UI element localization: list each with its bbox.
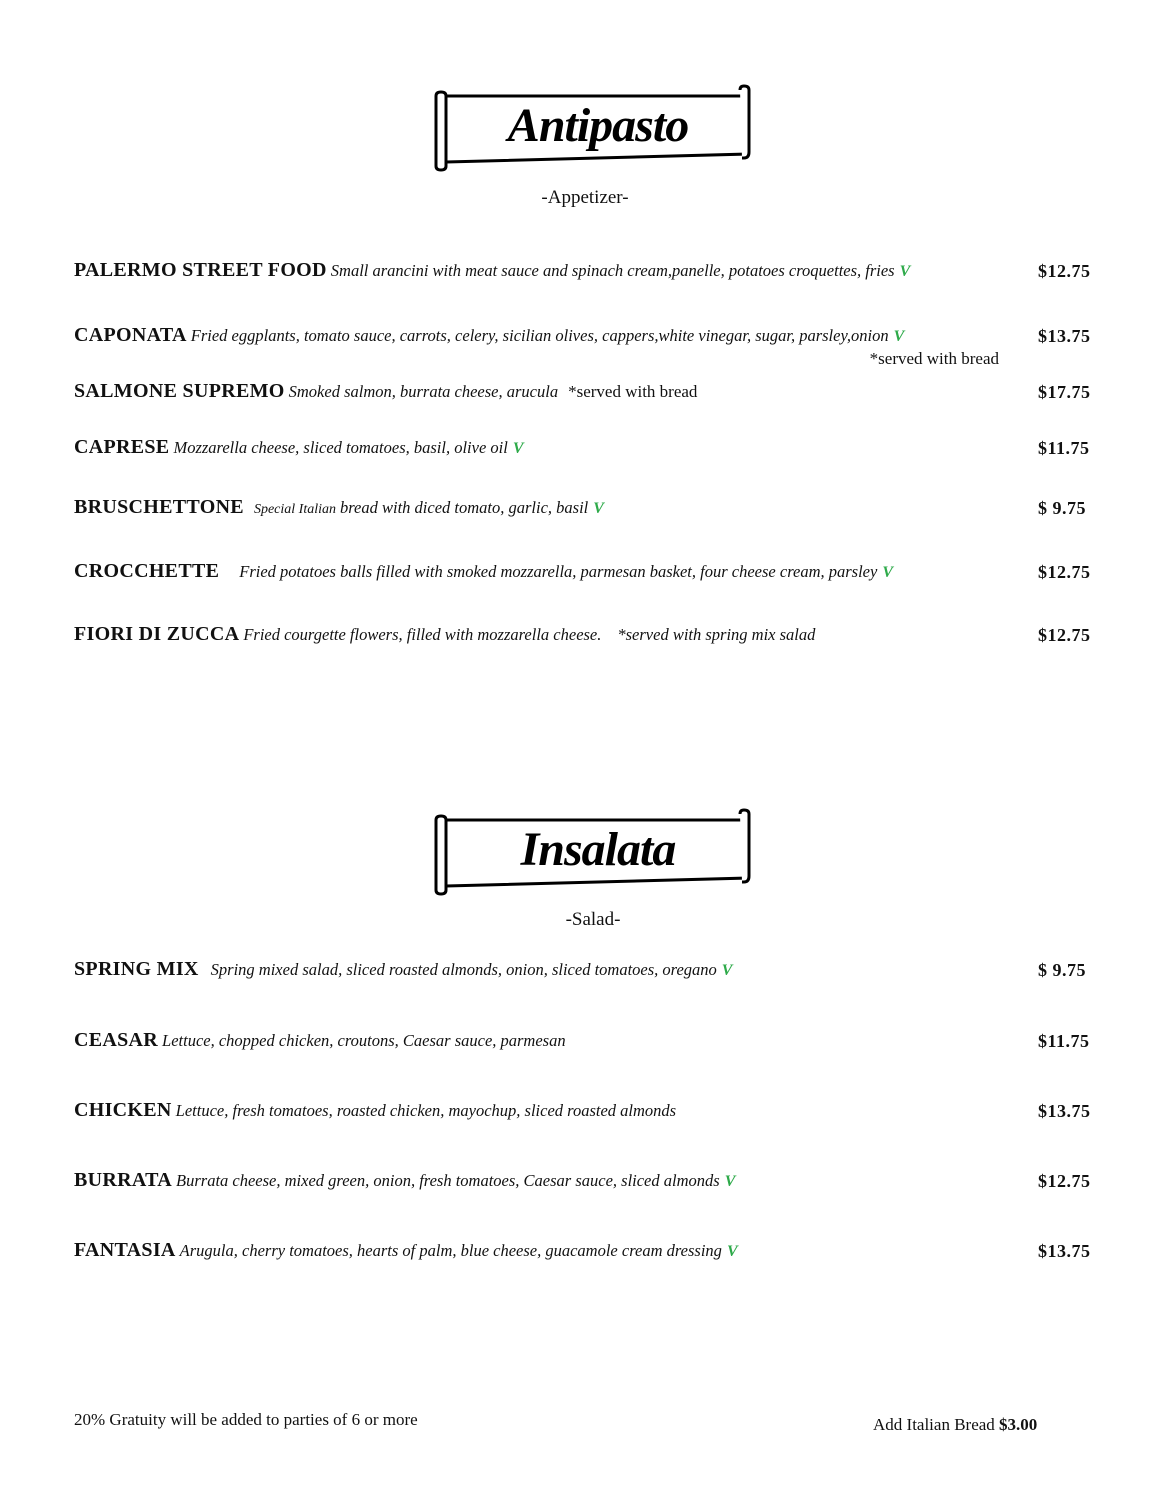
- menu-item: [74, 1099, 1104, 1129]
- item-description: Small arancini with meat sauce and spinach cream,panelle, potatoes croquettes, fries: [330, 261, 895, 280]
- menu-item: [74, 436, 1104, 466]
- item-price: $12.75: [1038, 625, 1091, 645]
- item-description: Fried potatoes balls filled with smoked mozzarella, parmesan basket, four cheese cream, parsley: [239, 562, 878, 581]
- item-price: $ 9.75: [1038, 498, 1086, 518]
- item-note: *served with spring mix salad: [617, 625, 816, 644]
- menu-item: [74, 958, 1104, 988]
- item-note: *served with bread: [568, 382, 698, 401]
- section-subtitle: -Appetizer-: [541, 187, 629, 208]
- item-price: $17.75: [1038, 382, 1091, 402]
- item-price: $13.75: [1038, 1241, 1091, 1261]
- item-price: $13.75: [1038, 326, 1091, 346]
- item-description: Burrata cheese, mixed green, onion, fresh tomatoes, Caesar sauce, sliced almonds: [176, 1171, 720, 1190]
- bread-addon-price: $3.00: [999, 1415, 1038, 1434]
- item-price: $11.75: [1038, 438, 1090, 458]
- item-name: BRUSCHETTONE: [74, 496, 244, 518]
- vegetarian-badge: V: [593, 500, 604, 517]
- item-name: CAPONATA: [74, 324, 187, 346]
- item-description: Lettuce, fresh tomatoes, roasted chicken, mayochup, sliced roasted almonds: [175, 1101, 677, 1120]
- item-description: Lettuce, chopped chicken, croutons, Caesar sauce, parmesan: [162, 1031, 566, 1050]
- item-name: CEASAR: [74, 1029, 159, 1051]
- section-subtitle: -Salad-: [565, 909, 621, 930]
- bread-addon: [873, 1415, 1037, 1435]
- item-price: $12.75: [1038, 562, 1091, 582]
- item-price: $12.75: [1038, 1171, 1091, 1191]
- item-description: Spring mixed salad, sliced roasted almonds, onion, sliced tomatoes, oregano: [210, 960, 717, 979]
- item-name: SPRING MIX: [74, 958, 199, 980]
- item-name: BURRATA: [74, 1169, 173, 1191]
- vegetarian-badge: V: [724, 1173, 736, 1190]
- item-description: Arugula, cherry tomatoes, hearts of palm, blue cheese, guacamole cream dressing: [179, 1241, 722, 1260]
- vegetarian-badge: V: [899, 263, 911, 280]
- menu-item: [74, 1029, 1104, 1059]
- menu-item: [74, 324, 1104, 368]
- vegetarian-badge: V: [721, 962, 733, 979]
- menu-item: [74, 259, 1104, 289]
- menu-item: [74, 496, 1104, 526]
- antipasto-banner: [428, 82, 758, 174]
- item-name: SALMONE SUPREMO: [74, 380, 285, 402]
- item-description: Smoked salmon, burrata cheese, arucula: [288, 382, 559, 401]
- item-name: FIORI DI ZUCCA: [74, 623, 240, 645]
- menu-item: [74, 560, 1104, 590]
- menu-item: [74, 1239, 1104, 1269]
- vegetarian-badge: V: [882, 564, 893, 581]
- item-name: CROCCHETTE: [74, 560, 220, 582]
- item-price: $11.75: [1038, 1031, 1090, 1051]
- item-description-small: Special Italian: [253, 502, 336, 517]
- vegetarian-badge: V: [512, 440, 524, 457]
- vegetarian-badge: V: [893, 328, 905, 345]
- item-description: Fried eggplants, tomato sauce, carrots, celery, sicilian olives, cappers,white vinegar, sugar, parsley,onion: [190, 326, 889, 345]
- section-title: Insalata: [520, 822, 676, 876]
- menu-item: [74, 380, 1104, 410]
- item-description: Mozzarella cheese, sliced tomatoes, basil, olive oil: [173, 438, 508, 457]
- item-price: $12.75: [1038, 261, 1091, 281]
- item-description: Fried courgette flowers, filled with mozzarella cheese.: [243, 625, 602, 644]
- section-title: Antipasto: [507, 98, 689, 152]
- item-name: FANTASIA: [74, 1239, 176, 1261]
- item-name: CAPRESE: [74, 436, 170, 458]
- vegetarian-badge: V: [726, 1243, 738, 1260]
- item-price: $13.75: [1038, 1101, 1091, 1121]
- insalata-banner: [428, 806, 758, 898]
- menu-item: [74, 623, 1104, 653]
- item-price: $ 9.75: [1038, 960, 1086, 980]
- gratuity-note: 20% Gratuity will be added to parties of 6 or more: [74, 1410, 418, 1429]
- menu-item: [74, 1169, 1104, 1199]
- item-description: bread with diced tomato, garlic, basil: [340, 498, 589, 517]
- item-note: *served with bread: [869, 349, 999, 368]
- item-name: CHICKEN: [74, 1099, 172, 1121]
- item-name: PALERMO STREET FOOD: [74, 259, 327, 281]
- bread-addon-label: Add Italian Bread: [873, 1415, 995, 1434]
